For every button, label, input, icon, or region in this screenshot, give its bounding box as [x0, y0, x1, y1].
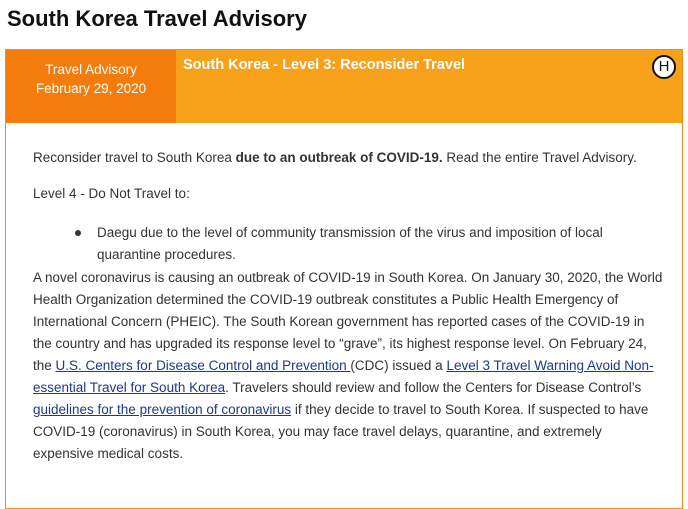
- advisory-date: February 29, 2020: [35, 81, 147, 96]
- intro-bold: due to an outbreak of COVID-19.: [235, 150, 443, 165]
- advisory-label: Travel Advisory: [45, 62, 137, 77]
- intro-paragraph: [33, 147, 637, 169]
- travel-warning-link[interactable]: Level 3 Travel Warning Avoid Non-essential Travel for South Korea: [33, 358, 654, 395]
- main-text-1: A novel coronavirus is causing an outbreak of COVID-19 in South Korea. On January 30, 2020, the World Health Organization determined the COVID-19 outbreak constitutes a Public Health Emergency of International Concern (PHEIC). The South Korean government has reported cases of the COVID-19 in the country and has upgraded its response level to “grave”, its highest response level. On February 24, the: [33, 270, 663, 373]
- cdc-link[interactable]: U.S. Centers for Disease Control and Prevention: [55, 358, 351, 373]
- guidelines-link[interactable]: guidelines for the prevention of coronavirus: [33, 402, 292, 417]
- list-item: [33, 222, 653, 266]
- advisory-date-box: [6, 50, 176, 123]
- health-badge-icon: H: [652, 55, 676, 79]
- advisory-card: [5, 49, 683, 509]
- main-text-4: if they decide to travel to South Korea. If suspected to have COVID-19 (coronavirus) in South Korea, you may face travel delays, quarantine, and extremely expensive medical costs.: [33, 402, 649, 461]
- intro-prefix: Reconsider travel to South Korea: [33, 150, 236, 165]
- intro-suffix: Read the entire Travel Advisory.: [442, 150, 637, 165]
- page-title: South Korea Travel Advisory: [7, 6, 307, 31]
- main-text-2: (CDC) issued a: [350, 358, 447, 373]
- main-text-3: . Travelers should review and follow the Centers for Disease Control’s: [225, 380, 642, 395]
- level4-heading: Level 4 - Do Not Travel to:: [33, 186, 190, 201]
- bullet-icon: [75, 230, 81, 236]
- main-paragraph: [33, 267, 663, 465]
- advisory-header: [6, 50, 682, 123]
- do-not-travel-list: [33, 222, 653, 266]
- list-item-text: Daegu due to the level of community transmission of the virus and imposition of local quarantine procedures.: [97, 225, 603, 262]
- advisory-level-title: South Korea - Level 3: Reconsider Travel: [183, 57, 466, 73]
